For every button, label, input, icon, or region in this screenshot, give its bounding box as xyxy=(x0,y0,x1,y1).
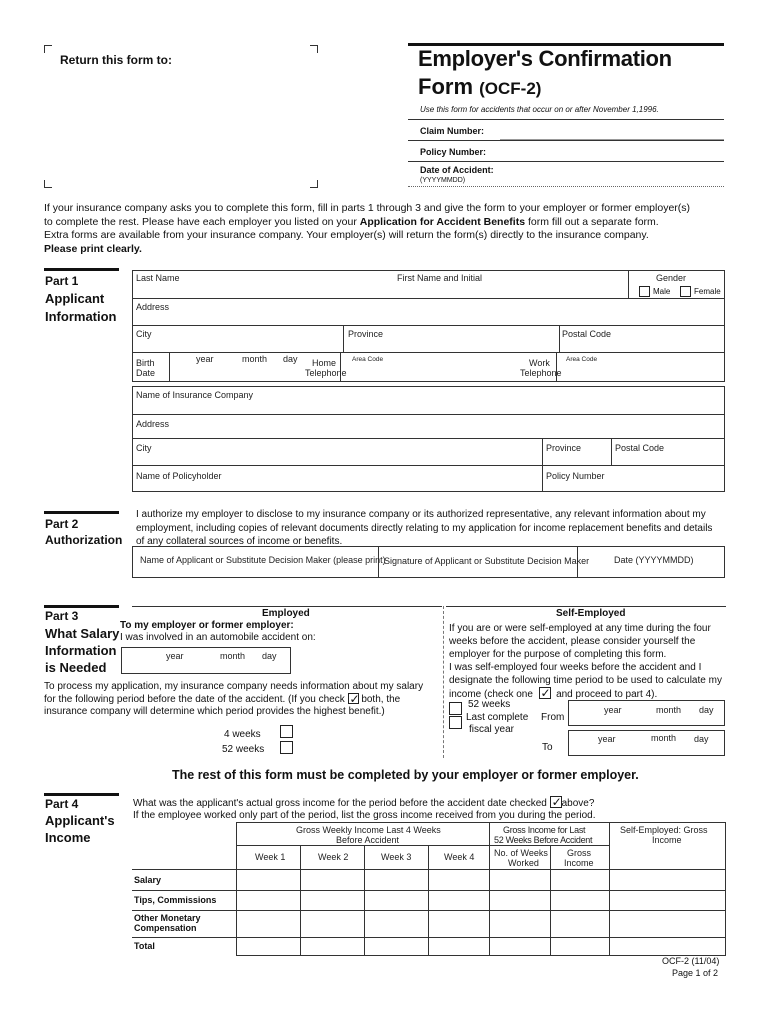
corner-mark-bl xyxy=(44,180,52,188)
work-telephone-field[interactable] xyxy=(560,364,720,380)
part4-title-2: Income xyxy=(45,830,91,845)
gender-female-checkbox[interactable] xyxy=(680,286,691,297)
date-format-hint: (YYYYMMDD) xyxy=(420,177,466,184)
signature-field[interactable] xyxy=(382,566,574,577)
applicant-name-field[interactable] xyxy=(136,566,374,577)
weeks-52-checkbox[interactable] xyxy=(280,741,293,754)
part3-title-1: What Salary xyxy=(45,626,120,641)
row-tips-label: Tips, Commissions xyxy=(134,895,217,905)
work-telephone-label: Telephone xyxy=(520,368,562,378)
hdr-gross-2: Income xyxy=(564,858,594,868)
auth-date-label: Date (YYYYMMDD) xyxy=(614,555,694,565)
home-telephone-label: Telephone xyxy=(305,368,347,378)
birth-day-label: day xyxy=(283,354,298,364)
part1-rule xyxy=(44,268,119,271)
process-line-3: insurance company will determine which period provides the highest benefit.) xyxy=(44,706,385,717)
part2-title: Authorization xyxy=(45,533,123,547)
hdr-self-1: Self-Employed: Gross xyxy=(620,825,708,835)
part4-title-1: Applicant's xyxy=(45,813,115,828)
address-label: Address xyxy=(136,302,170,312)
birth-year-label: year xyxy=(196,354,214,364)
row-compensation-label: Compensation xyxy=(134,923,197,933)
work-area-code-label: Area Code xyxy=(566,356,598,363)
corner-mark-tr xyxy=(310,45,318,53)
form-title: Employer's Confirmation xyxy=(418,46,672,71)
date-of-accident-label: Date of Accident: xyxy=(420,165,494,175)
city-label: City xyxy=(136,329,152,339)
insurer-province-label: Province xyxy=(546,443,582,453)
gender-female-label: Female xyxy=(694,287,721,296)
first-name-field[interactable] xyxy=(390,284,626,297)
form-code: (OCF-2) xyxy=(479,79,542,98)
address-field[interactable] xyxy=(134,312,722,324)
claim-number-field[interactable] xyxy=(500,124,724,140)
tips-row-inputs[interactable] xyxy=(238,892,724,909)
process-line-2: for the following period before the date of the accident. (If you check ✓ both, the xyxy=(44,692,401,706)
other-row-inputs[interactable] xyxy=(238,912,724,936)
salary-row-inputs[interactable] xyxy=(238,871,724,889)
self-line-2: weeks before the accident, please consider yourself the xyxy=(449,636,696,647)
policyholder-field[interactable] xyxy=(134,480,539,491)
process-text xyxy=(44,681,444,718)
part2-number: Part 2 xyxy=(45,517,79,531)
policy-number-label: Policy Number: xyxy=(420,147,487,157)
self-line-1: If you are or were self-employed at any time during the four xyxy=(449,623,711,634)
date-label: Date xyxy=(136,368,156,378)
hdr-last-1: Gross Income for Last xyxy=(503,825,586,835)
form-title-line2 xyxy=(418,74,541,100)
home-label: Home xyxy=(312,358,337,368)
part4-rule xyxy=(44,793,119,796)
part3-rule xyxy=(44,605,119,608)
gender-male-checkbox[interactable] xyxy=(639,286,650,297)
self-employed-text xyxy=(449,622,727,701)
hdr-week-1: Week 1 xyxy=(255,852,286,862)
insurer-address-field[interactable] xyxy=(134,428,722,438)
self-52-weeks-label: 52 weeks xyxy=(468,699,511,710)
employer-banner: The rest of this form must be completed by your employer or former employer. xyxy=(172,768,639,782)
to-month-label: month xyxy=(651,733,677,743)
auth-line-3: of any collateral sources of income or benefits. xyxy=(136,536,343,547)
from-day-label: day xyxy=(699,705,714,715)
insurer-postal-code-label: Postal Code xyxy=(615,443,665,453)
to-year-label: year xyxy=(598,734,616,744)
page-number: Page 1 of 2 xyxy=(672,968,719,978)
to-label: To xyxy=(542,742,553,753)
check-sample-icon-2: ✓ xyxy=(540,686,551,700)
part2-rule xyxy=(44,511,119,514)
home-telephone-field[interactable] xyxy=(344,364,504,380)
employed-subheading: To my employer or former employer: xyxy=(120,620,294,631)
postal-code-label: Postal Code xyxy=(562,329,612,339)
self-line-6: income (check one ✓ and proceed to part 4). xyxy=(449,686,658,700)
self-line-5: designate the following time period to be used to calculate my xyxy=(449,675,722,686)
auth-date-field[interactable] xyxy=(580,566,722,577)
authorization-text xyxy=(136,508,728,549)
auth-line-1: I authorize my employer to disclose to my insurance company or its authorized representative, any relevant information about my xyxy=(136,509,706,520)
form-code-footer: OCF-2 (11/04) xyxy=(662,956,720,966)
process-line-1: To process my application, my insurance company needs information about my salary xyxy=(44,681,424,692)
hdr-last-2: 52 Weeks Before Accident xyxy=(494,835,593,845)
policy-number-field-2[interactable] xyxy=(546,480,722,491)
weeks-4-label: 4 weeks xyxy=(224,729,261,740)
section-divider xyxy=(443,606,444,758)
insurer-address-label: Address xyxy=(136,419,170,429)
part4-question-line-2: If the employee worked only part of the period, list the gross income received from you during the period. xyxy=(133,810,596,821)
intro-paragraph xyxy=(44,202,726,256)
intro-line-4: Please print clearly. xyxy=(44,242,142,255)
employed-heading: Employed xyxy=(262,608,310,619)
row-other-label: Other Monetary xyxy=(134,913,201,923)
policy-number-field[interactable] xyxy=(500,144,724,160)
fiscal-year-label: fiscal year xyxy=(469,724,515,735)
insurance-company-field[interactable] xyxy=(134,400,722,413)
policyholder-label: Name of Policyholder xyxy=(136,471,222,481)
intro-line-3: Extra forms are available from your insurance company. Your employer(s) will return the form(s) directly to the insurance company. xyxy=(44,229,649,241)
employed-text: I was involved in an automobile accident on: xyxy=(120,632,316,643)
intro-line-2: to complete the rest. Please have each employer you listed on your Application for Accident Benefits form fill out a separate form. xyxy=(44,215,659,228)
check-sample-icon-3: ✓ xyxy=(551,795,562,809)
return-label: Return this form to: xyxy=(60,53,172,67)
first-name-label: First Name and Initial xyxy=(397,273,483,283)
birth-month-label: month xyxy=(242,354,268,364)
check-sample-icon: ✓ xyxy=(349,692,360,706)
hdr-no-weeks-1: No. of Weeks xyxy=(494,848,548,858)
insurer-city-label: City xyxy=(136,443,152,453)
form-word: Form xyxy=(418,74,473,99)
self-line-3: employer for the purpose of completing this form. xyxy=(449,649,667,660)
hdr-self-2: Income xyxy=(652,835,682,845)
work-label: Work xyxy=(529,358,550,368)
self-employed-heading: Self-Employed xyxy=(556,608,626,619)
signature-label: Signature of Applicant or Substitute Decision Maker xyxy=(384,556,590,566)
home-area-code-label: Area Code xyxy=(352,356,384,363)
hdr-weekly-1: Gross Weekly Income Last 4 Weeks xyxy=(296,825,441,835)
row-total-label: Total xyxy=(134,941,155,951)
province-label: Province xyxy=(348,329,384,339)
part1-title-2: Information xyxy=(45,309,117,324)
gender-label: Gender xyxy=(656,273,687,283)
from-year-label: year xyxy=(604,705,622,715)
hdr-no-weeks-2: Worked xyxy=(508,858,539,868)
gender-male-label: Male xyxy=(653,287,671,296)
date-of-accident-field[interactable] xyxy=(510,163,724,185)
hdr-week-3: Week 3 xyxy=(381,852,412,862)
last-complete-label: Last complete xyxy=(466,712,529,723)
self-line-4: I was self-employed four weeks before the accident and I xyxy=(449,662,702,673)
birth-date-field[interactable] xyxy=(172,364,302,380)
form-subtitle: Use this form for accidents that occur on or after November 1,1996. xyxy=(420,105,659,114)
last-name-label: Last Name xyxy=(136,273,180,283)
applicant-name-label: Name of Applicant or Substitute Decision Maker (please print) xyxy=(140,555,386,565)
part1-title-1: Applicant xyxy=(45,291,105,306)
insurance-company-label: Name of Insurance Company xyxy=(136,390,254,400)
hdr-gross-1: Gross xyxy=(567,848,592,858)
last-name-field[interactable] xyxy=(134,284,384,297)
part4-question-line-1: What was the applicant's actual gross income for the period before the accident date checked ✓ above? xyxy=(133,795,595,809)
to-day-label: day xyxy=(694,734,709,744)
hdr-weekly-2: Before Accident xyxy=(336,835,400,845)
birth-label: Birth xyxy=(136,358,155,368)
from-label: From xyxy=(541,712,565,723)
row-salary-label: Salary xyxy=(134,875,162,885)
accident-day-label: day xyxy=(262,651,277,661)
weeks-52-label: 52 weeks xyxy=(222,744,265,755)
corner-mark-br xyxy=(310,180,318,188)
hdr-week-2: Week 2 xyxy=(318,852,349,862)
auth-line-2: employment, including copies of relevant documents directly relating to my application for income replacement benefits and details xyxy=(136,522,713,534)
part4-number: Part 4 xyxy=(45,797,79,811)
from-month-label: month xyxy=(656,705,682,715)
self-52-weeks-checkbox[interactable] xyxy=(449,702,462,715)
accident-year-label: year xyxy=(166,651,184,661)
total-row-inputs[interactable] xyxy=(238,939,724,955)
fiscal-year-checkbox[interactable] xyxy=(449,716,462,729)
part4-question xyxy=(133,796,727,822)
part3-number: Part 3 xyxy=(45,609,79,623)
intro-line-1: If your insurance company asks you to complete this form, fill in parts 1 through 3 and give the form to your employer or former employer(s) xyxy=(44,202,691,214)
policy-number-label-2: Policy Number xyxy=(546,471,605,481)
part3-title-3: is Needed xyxy=(45,660,107,675)
part3-title-2: Information xyxy=(45,643,117,658)
corner-mark-tl xyxy=(44,45,52,53)
part1-number: Part 1 xyxy=(45,274,79,288)
accident-month-label: month xyxy=(220,651,246,661)
weeks-4-checkbox[interactable] xyxy=(280,725,293,738)
claim-number-label: Claim Number: xyxy=(420,126,485,136)
hdr-week-4: Week 4 xyxy=(444,852,475,862)
